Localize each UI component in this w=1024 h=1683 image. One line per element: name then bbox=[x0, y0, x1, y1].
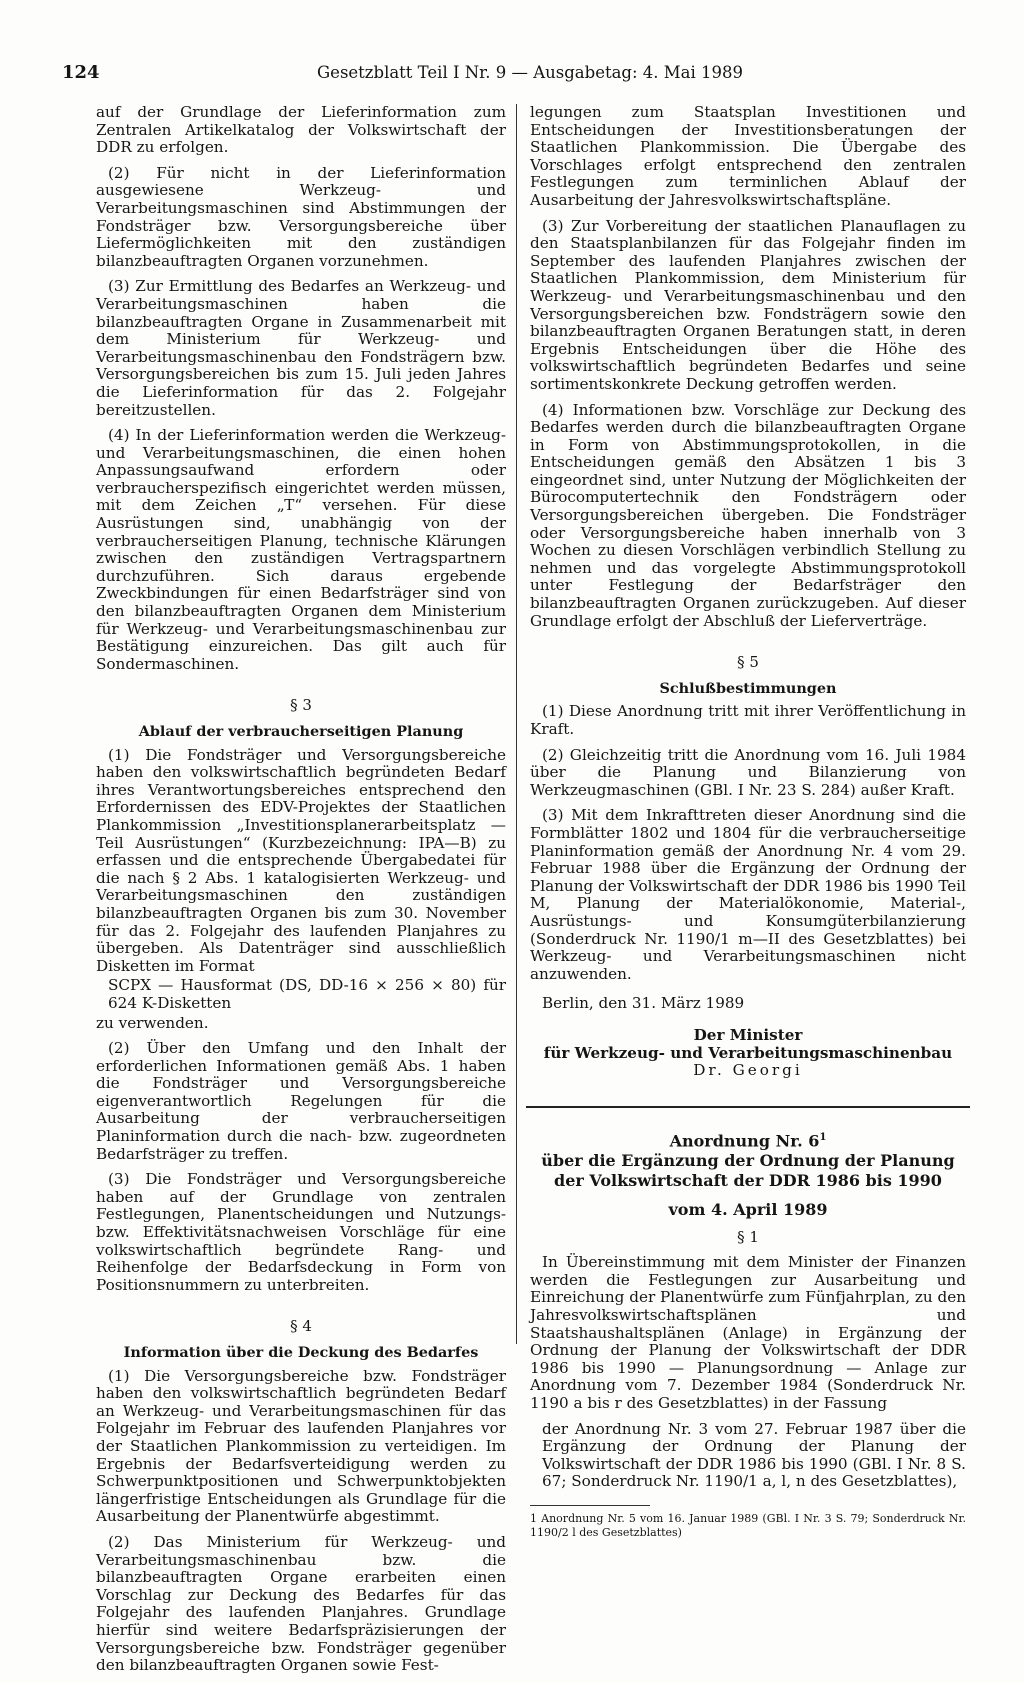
paragraph: zu verwenden. bbox=[96, 1013, 209, 1032]
paragraph: auf der Grundlage der Lieferinformation zum Zentralen Artikelkatalog der Volkswirtschaft der DDR zu erfolgen. bbox=[96, 103, 506, 157]
footnote-marker: 1 bbox=[819, 1131, 827, 1143]
paragraph: (3) Zur Vorbereitung der staatlichen Planauflagen zu den Staatsplanbilanzen für das Folgejahr finden im September des laufenden Planjahres zwischen der Staatlichen Plankommission, dem Ministerium für Werkzeug- und Verarbeitungsmaschinenbau und den Versorgungsbereichen bzw. Fondsträgern sowie den bilanzbeauftragten Organen Beratungen statt, in deren Ergebnis Entscheidungen über die Höhe des volkswirtschaftlich begründeten Bedarfes und seine sortimentskonkrete Deckung getroffen werden. bbox=[530, 216, 966, 393]
list-item: der Anordnung Nr. 3 vom 27. Februar 1987 über die Ergänzung der Ordnung der Planung der Volkswirtschaft der DDR 1986 bis 1990 (GBl. I Nr. 8 S. 67; Sonderdruck Nr. 1190/1 a, l, n des Gesetzblattes), bbox=[542, 1419, 966, 1491]
signature-title: Der Minister bbox=[693, 1025, 803, 1044]
paragraph: (1) Die Versorgungsbereiche bzw. Fondsträger haben den volkswirtschaftlich begründeten Bedarf an Werkzeug- und Verarbeitungsmaschinen für das Folgejahr im Februar des laufenden Planjahres vor der Staatlichen Plankommission zu verteidigen. Im Ergebnis der Bedarfsverteidigung werden zu Schwerpunktpositionen und Schwerpunktobjekten längerfristige Entscheidungen als Grundlage für die Ausarbeitung der Planentwürfe abgestimmt. bbox=[96, 1366, 506, 1526]
paragraph: (3) Mit dem Inkrafttreten dieser Anordnung sind die Formblätter 1802 und 1804 für die verbraucherseitige Planinformation gemäß der Anordnung Nr. 4 vom 29. Februar 1988 über die Ergänzung der Ordnung der Planung der Volkswirtschaft der DDR 1986 bis 1990 Teil M, Planung der Materialökonomie, Material-, Ausrüstungs- und Konsumgüterbilanzierung (Sonderdruck Nr. 1190/1 m—II des Gesetzblattes) bei Werkzeug- und Verarbeitungsmaschinen nicht anzuwenden. bbox=[530, 806, 966, 983]
left-column bbox=[96, 104, 506, 1683]
signature-name: Dr. Georgi bbox=[693, 1061, 803, 1080]
page-number: 124 bbox=[62, 62, 100, 83]
right-column bbox=[530, 104, 966, 1540]
paragraph: (3) Die Fondsträger und Versorgungsbereiche haben auf der Grundlage von zentralen Festlegungen, Planentscheidungen und Nutzungs- bzw. Effektivitätsnachweisen Vorschläge für eine volkswirtschaftlich begründete Rang- und Reihenfolge der Bedarfsdeckung in Form von Positionsnummern zu unterbreiten. bbox=[96, 1170, 506, 1294]
paragraph: (2) Für nicht in der Lieferinformation ausgewiesene Werkzeug- und Verarbeitungsmaschinen sind Abstimmungen der Fondsträger bzw. Versorgungsbereiche über Liefermöglichkeiten mit den zuständigen bilanzbeauftragten Organen vorzunehmen. bbox=[96, 163, 506, 270]
section-title: Ablauf der verbraucherseitigen Planung bbox=[138, 723, 464, 740]
section-number: § 5 bbox=[737, 653, 759, 672]
paragraph: In Übereinstimmung mit dem Minister der Finanzen werden die Festlegungen zur Ausarbeitung und Einreichung der Planentwürfe zum Fünfjahrplan, zu den Jahresvolkswirtschaftsplänen und Staatshaushaltsplänen (Anlage) in Ergänzung der Ordnung der Planung der Volkswirtschaft der DDR 1986 bis 1990 — Planungsordnung — Anlage zur Anordnung vom 7. Dezember 1984 (Sonderdruck Nr. 1190 a bis r des Gesetzblattes) in der Fassung bbox=[530, 1253, 967, 1412]
footnote-rule bbox=[530, 1505, 650, 1506]
paragraph: (2) Gleichzeitig tritt die Anordnung vom 16. Juli 1984 über die Planung und Bilanzierung von Werkzeugmaschinen (GBl. I Nr. 23 S. 284) außer Kraft. bbox=[530, 745, 966, 799]
ordinance-title-line: über die Ergänzung der Ordnung der Planung bbox=[541, 1151, 955, 1171]
format-specification: SCPX — Hausformat (DS, DD-16 × 256 × 80) für 624 K-Disketten bbox=[108, 976, 506, 1012]
section-number: § 1 bbox=[737, 1227, 759, 1246]
paragraph: (4) Informationen bzw. Vorschläge zur Deckung des Bedarfes werden durch die bilanzbeauftragten Organe in Form von Abstimmungsprotokollen, in die Entscheidungen gemäß den Absätzen 1 bis 3 eingeordnet sind, unter Nutzung der Möglichkeiten der Bürocomputertechnik den Fondsträgern oder Versorgungsbereichen übergeben. Die Fondsträger oder Versorgungsbereiche haben innerhalb von 3 Wochen zu diesen Vorschlägen verbindlich Stellung zu nehmen und das vorgelegte Abstimmungsprotokoll unter Festlegung der Bedarfsträger den bilanzbeauftragten Organen zurückzugeben. Auf dieser Grundlage erfolgt der Abschluß der Lieferverträge. bbox=[530, 400, 966, 630]
section-title: Information über die Deckung des Bedarfes bbox=[123, 1344, 479, 1361]
ordinance-title bbox=[530, 1128, 966, 1191]
section-number: § 3 bbox=[290, 696, 312, 715]
ordinance-title-line: der Volkswirtschaft der DDR 1986 bis 1990 bbox=[554, 1171, 942, 1191]
signature-ministry: für Werkzeug- und Verarbeitungsmaschinenbau bbox=[543, 1043, 953, 1062]
ordinance-title-line: Anordnung Nr. 6 bbox=[669, 1131, 820, 1151]
place-date: Berlin, den 31. März 1989 bbox=[542, 994, 745, 1013]
paragraph: (3) Zur Ermittlung des Bedarfes an Werkzeug- und Verarbeitungsmaschinen haben die bilanzbeauftragten Organe in Zusammenarbeit mit dem Ministerium für Werkzeug- und Verarbeitungsmaschinenbau den Fondsträgern bzw. Versorgungsbereichen bis zum 15. Juli jeden Jahres die Lieferinformation für das 2. Folgejahr bereitzustellen. bbox=[96, 277, 506, 419]
section-title: Schlußbestimmungen bbox=[659, 679, 837, 697]
page-header bbox=[62, 62, 966, 92]
paragraph: (2) Über den Umfang und den Inhalt der erforderlichen Informationen gemäß Abs. 1 haben die Fondsträger und Versorgungsbereiche eigenverantwortlich Regelungen für die Ausarbeitung der verbraucherseitigen Planinformation durch die nach- bzw. zugeordneten Bedarfsträger zu treffen. bbox=[96, 1039, 506, 1163]
paragraph: legungen zum Staatsplan Investitionen und Entscheidungen der Investitionsberatungen der Staatlichen Plankommission. Die Übergabe des Vorschlages erfolgt entsprechend den zentralen Festlegungen zum terminlichen Ablauf der Ausarbeitung der Jahresvolkswirtschaftspläne. bbox=[530, 103, 966, 209]
ordinance-date: vom 4. April 1989 bbox=[668, 1200, 828, 1220]
section-number: § 4 bbox=[290, 1317, 312, 1336]
header-title: Gesetzblatt Teil I Nr. 9 — Ausgabetag: 4. Mai 1989 bbox=[317, 63, 744, 82]
paragraph: (1) Diese Anordnung tritt mit ihrer Veröffentlichung in Kraft. bbox=[530, 702, 966, 738]
column-divider bbox=[516, 104, 517, 1344]
paragraph: (1) Die Fondsträger und Versorgungsbereiche haben den volkswirtschaftlich begründeten Bedarf ihres Verantwortungsbereiches entsprechend den Erfordernissen des EDV-Projektes der Staatlichen Plankommission „Investitionsplanerarbeitsplatz — Teil Ausrüstungen“ (Kurzbezeichnung: IPA—B) zu erfassen und die entsprechende Übergabedatei für die nach § 2 Abs. 1 katalogisierten Werkzeug- und Verarbeitungsmaschinen den zuständigen bilanzbeauftragten Organen bis zum 30. November für das 2. Folgejahr des laufenden Planjahres zu übergeben. Als Datenträger sind ausschließlich Disketten im Format bbox=[96, 745, 506, 975]
paragraph: (2) Das Ministerium für Werkzeug- und Verarbeitungsmaschinenbau bzw. die bilanzbeauftragten Organe erarbeiten einen Vorschlag zur Deckung des Bedarfes für das Folgejahr des laufenden Planjahres. Grundlage hierfür sind weitere Bedarfspräzisierungen der Versorgungsbereiche bzw. Fondsträger gegenüber den bilanzbeauftragten Organen sowie Fest- bbox=[96, 1532, 506, 1675]
horizontal-rule bbox=[526, 1106, 970, 1108]
paragraph: (4) In der Lieferinformation werden die Werkzeug- und Verarbeitungsmaschinen, die einen hohen Anpassungsaufwand erfordern oder verbraucherspezifisch eingerichtet werden müssen, mit dem Zeichen „T“ versehen. Für diese Ausrüstungen sind, unabhängig von der verbraucherseitigen Planung, technische Klärungen zwischen den zuständigen Vertragspartnern durchzuführen. Sich daraus ergebende Zweckbindungen für einen Bedarfsträger sind von den bilanzbeauftragten Organen dem Ministerium für Werkzeug- und Verarbeitungsmaschinenbau zur Bestätigung einzureichen. Das gilt auch für Sondermaschinen. bbox=[96, 426, 506, 673]
footnote: 1 Anordnung Nr. 5 vom 16. Januar 1989 (GBl. I Nr. 3 S. 79; Sonderdruck Nr. 1190/2 l des Gesetzblattes) bbox=[530, 1511, 966, 1539]
